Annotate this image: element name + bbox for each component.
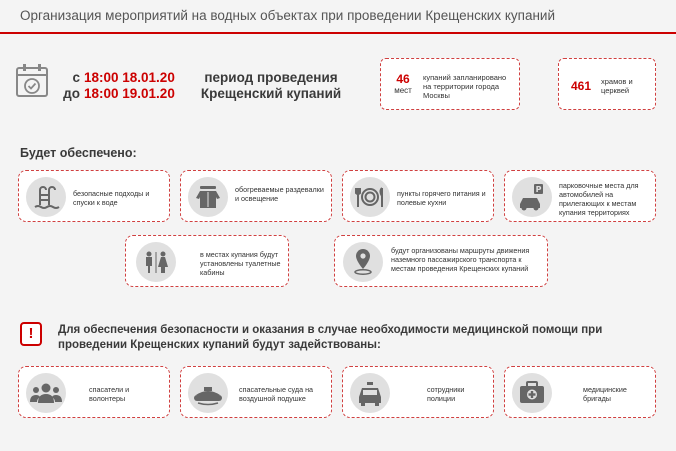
- period-desc-line1: период проведения: [204, 70, 338, 85]
- service-card: [18, 366, 170, 418]
- period-dates: [56, 70, 175, 102]
- police-car-icon: [350, 373, 390, 413]
- stat-number: 461: [571, 79, 592, 93]
- from-value: 18:00 18.01.20: [84, 70, 175, 85]
- service-text: спасательные суда на воздушной подушке: [239, 385, 314, 403]
- stat-unit: мест: [394, 86, 412, 95]
- section-title-safety: Для обеспечения безопасности и оказания в случае необходимости медицинской помощи при проведении Крещенских купаний будут задействованы:: [58, 324, 603, 351]
- feature-card: [18, 170, 170, 222]
- feature-text: пункты горячего питания и полевые кухни: [397, 189, 486, 207]
- plate-cutlery-icon: [350, 177, 390, 217]
- to-value: 18:00 19.01.20: [84, 86, 175, 101]
- period-description: [196, 70, 346, 102]
- warm-clothes-icon: [188, 177, 228, 217]
- svg-text:P: P: [535, 185, 542, 194]
- service-card: [180, 366, 332, 418]
- stat-box-churches: [558, 58, 656, 110]
- section-title-provided: Будет обеспечено:: [20, 146, 137, 160]
- stat-box-places: [380, 58, 520, 110]
- toilet-icon: [136, 242, 176, 282]
- pool-ladder-icon: [26, 177, 66, 217]
- calendar-check-icon: [16, 64, 48, 98]
- feature-card: [125, 235, 289, 287]
- feature-text: парковочные места для автомобилей на прилегающих к местам купания территориях: [559, 181, 639, 217]
- feature-text: будут организованы маршруты движения наземного пассажирского транспорта к местам проведения Крещенских купаний: [391, 246, 530, 273]
- service-card: [504, 366, 656, 418]
- service-text: медицинские бригады: [583, 385, 627, 403]
- stat-text: храмов и церквей: [601, 77, 633, 95]
- feature-text: обогреваемые раздевалки и освещение: [235, 185, 324, 203]
- service-text: спасатели и волонтеры: [89, 385, 130, 403]
- medkit-icon: [512, 373, 552, 413]
- feature-text: безопасные подходы и спуски к воде: [73, 189, 150, 207]
- location-pin-icon: [343, 242, 383, 282]
- people-group-icon: [26, 373, 66, 413]
- feature-card: [180, 170, 332, 222]
- feature-card: [334, 235, 548, 287]
- service-text: сотрудники полиции: [427, 385, 465, 403]
- stat-number: 46: [396, 72, 410, 86]
- feature-card: [342, 170, 494, 222]
- parking-car-icon: [512, 177, 552, 217]
- page-title: Организация мероприятий на водных объектах при проведении Крещенских купаний: [20, 8, 555, 23]
- service-card: [342, 366, 494, 418]
- feature-text: в местах купания будут установлены туалетные кабины: [200, 250, 281, 277]
- feature-card: [504, 170, 656, 222]
- header-divider: [0, 32, 676, 34]
- period-desc-line2: Крещенский купаний: [200, 86, 342, 101]
- stat-text: купаний запланировано на территории города Москвы: [423, 73, 507, 100]
- warning-icon: !: [20, 322, 42, 346]
- from-label: с: [72, 70, 80, 85]
- hovercraft-icon: [188, 373, 228, 413]
- to-label: до: [63, 86, 80, 101]
